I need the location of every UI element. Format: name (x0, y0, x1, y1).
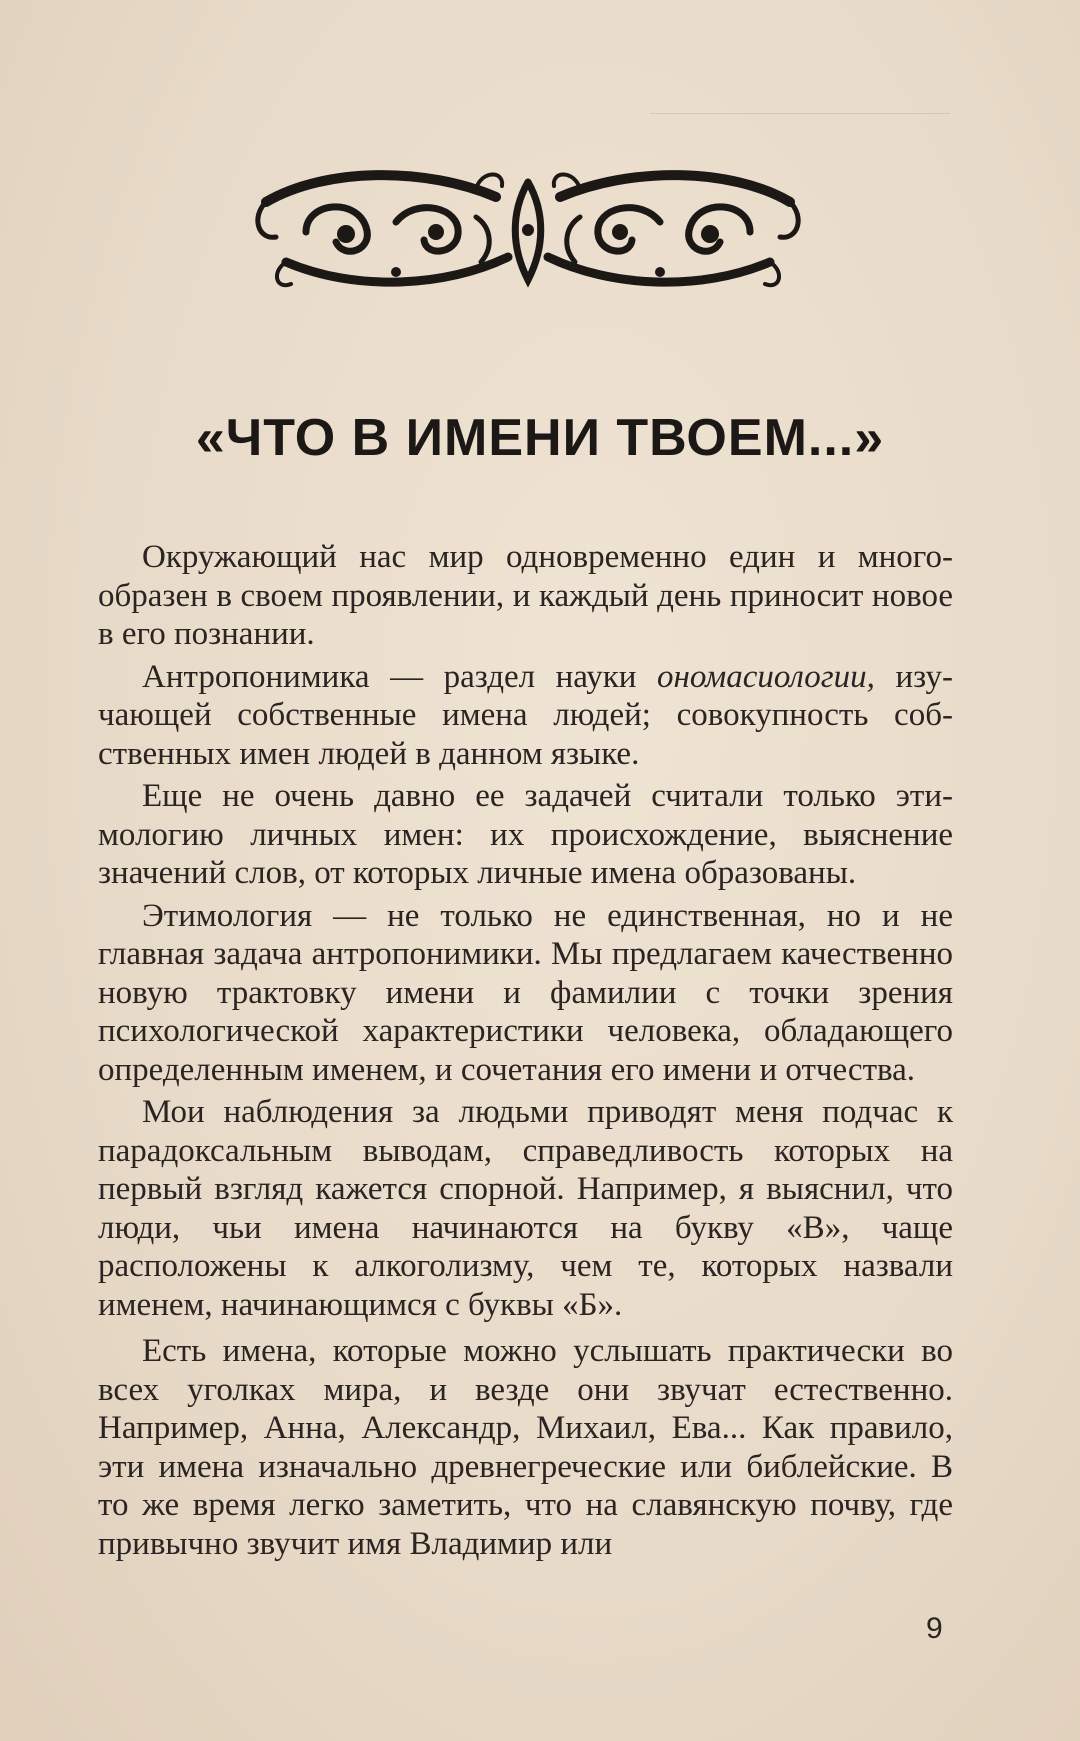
page-number: 9 (926, 1612, 943, 1645)
chapter-title: «ЧТО В ИМЕНИ ТВОЕМ...» (195, 409, 885, 467)
paragraph: Мои наблюдения за людьми приводят меня подчас к парадоксальным выводам, справедливость которых на первый взгляд кажется спорной. Например, я выяснил, что люди, чьи имена начинаются на букву «В», чаще расположены к алкоголизму, чем те, которых назвали именем, начинающимся с буквы «Б». (98, 1094, 953, 1323)
paragraph: Этимология — не только не единственная, но и не главная задача антропонимики. Мы предлагаем качественно новую трактовку имени и фамилии с точки зрения психологической характеристики человека, обладающего определенным именем, и сочетания его имени и отчества. (98, 897, 953, 1088)
paragraph: Еще не очень давно ее задачей считали только этимологию личных имен: их происхождение, выяснение значений слов, от которых личные имена образованы. (98, 778, 953, 891)
paragraph (98, 658, 953, 774)
running-header-rule (650, 113, 950, 114)
paragraph-text: Антропонимика — раздел науки (142, 658, 658, 695)
scroll-ornament-icon (246, 162, 810, 298)
paragraph: Окружающий нас мир одновременно един и многообразен в своем проявлении, и каждый день приносит новое в его познании. (98, 539, 953, 652)
italic-term: ономасиологии, (657, 658, 875, 695)
body-text (98, 538, 953, 1567)
paragraph: Есть имена, которые можно услышать практически во всех уголках мира, и везде они звучат естественно. Например, Анна, Александр, Михаил, Ева... Как правило, эти имена изначально древнегреческие или библейские. В то же время легко заметить, что на славянскую почву, где привычно звучит имя Владимир или (98, 1333, 953, 1562)
paragraph-text: изучающей собственные имена людей; совокупность собственных имен людей в данном языке. (98, 658, 953, 772)
